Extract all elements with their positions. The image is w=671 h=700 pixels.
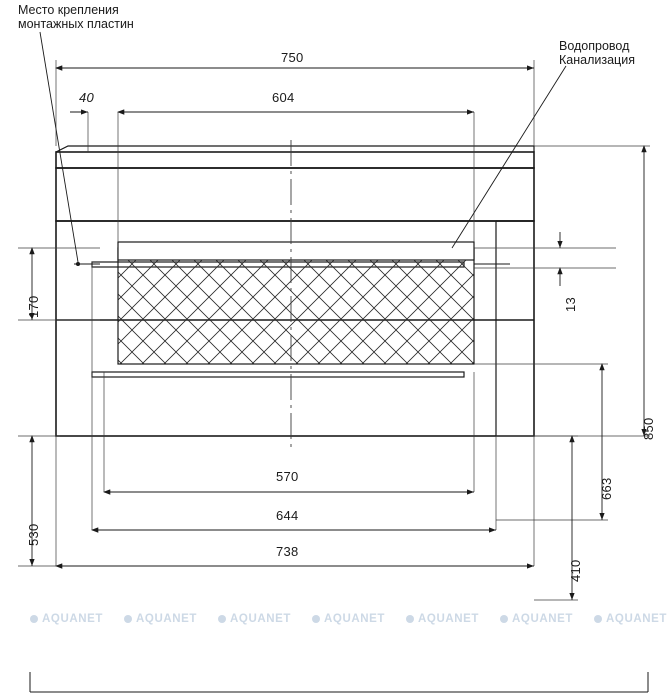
- watermark-dot-icon: [312, 615, 320, 623]
- plumbing-note: [559, 39, 635, 67]
- dim-850-label: 850: [641, 417, 656, 440]
- watermark-dot-icon: [406, 615, 414, 623]
- watermark: [406, 613, 479, 625]
- watermark: [594, 613, 667, 625]
- dim-13-label: 13: [563, 296, 578, 312]
- watermark: [500, 613, 573, 625]
- dim-530-label: 530: [26, 523, 41, 546]
- watermark-text: AQUANET: [418, 613, 480, 625]
- dim-738-label: 738: [276, 544, 299, 559]
- watermark-text: AQUANET: [136, 613, 198, 625]
- watermark-dot-icon: [30, 615, 38, 623]
- watermark-dot-icon: [124, 615, 132, 623]
- plumbing-note-line2: Канализация: [559, 53, 635, 67]
- dim-570-label: 570: [276, 469, 299, 484]
- plumbing-note-line1: Водопровод: [559, 39, 630, 53]
- dim-170-label: 170: [26, 295, 41, 318]
- dim-40-label: 40: [79, 90, 95, 105]
- mounting-plates-note-line2: монтажных пластин: [18, 17, 134, 31]
- watermark-text: AQUANET: [606, 613, 668, 625]
- watermark-dot-icon: [500, 615, 508, 623]
- drawer-handle-lower: [92, 372, 464, 377]
- plumbing-zone-hatch: [118, 248, 474, 364]
- watermark-text: AQUANET: [512, 613, 574, 625]
- dim-644-label: 644: [276, 508, 299, 523]
- dim-750-label: 750: [281, 50, 304, 65]
- watermark-text: AQUANET: [230, 613, 292, 625]
- watermark: [312, 613, 385, 625]
- watermark-text: AQUANET: [42, 613, 104, 625]
- mounting-plates-note-line1: Место крепления: [18, 3, 119, 17]
- leader-lines: [40, 32, 566, 266]
- watermark-dot-icon: [594, 615, 602, 623]
- mounting-plates-note: [18, 3, 134, 31]
- dim-604-label: 604: [272, 90, 295, 105]
- sheet-border: [30, 672, 648, 692]
- watermark-text: AQUANET: [324, 613, 386, 625]
- dim-410-label: 410: [568, 559, 583, 582]
- watermark-dot-icon: [218, 615, 226, 623]
- plumbing-zone-top-band: [118, 242, 474, 260]
- watermark: [30, 613, 103, 625]
- dim-663-label: 663: [599, 477, 614, 500]
- watermark: [124, 613, 197, 625]
- watermark: [218, 613, 291, 625]
